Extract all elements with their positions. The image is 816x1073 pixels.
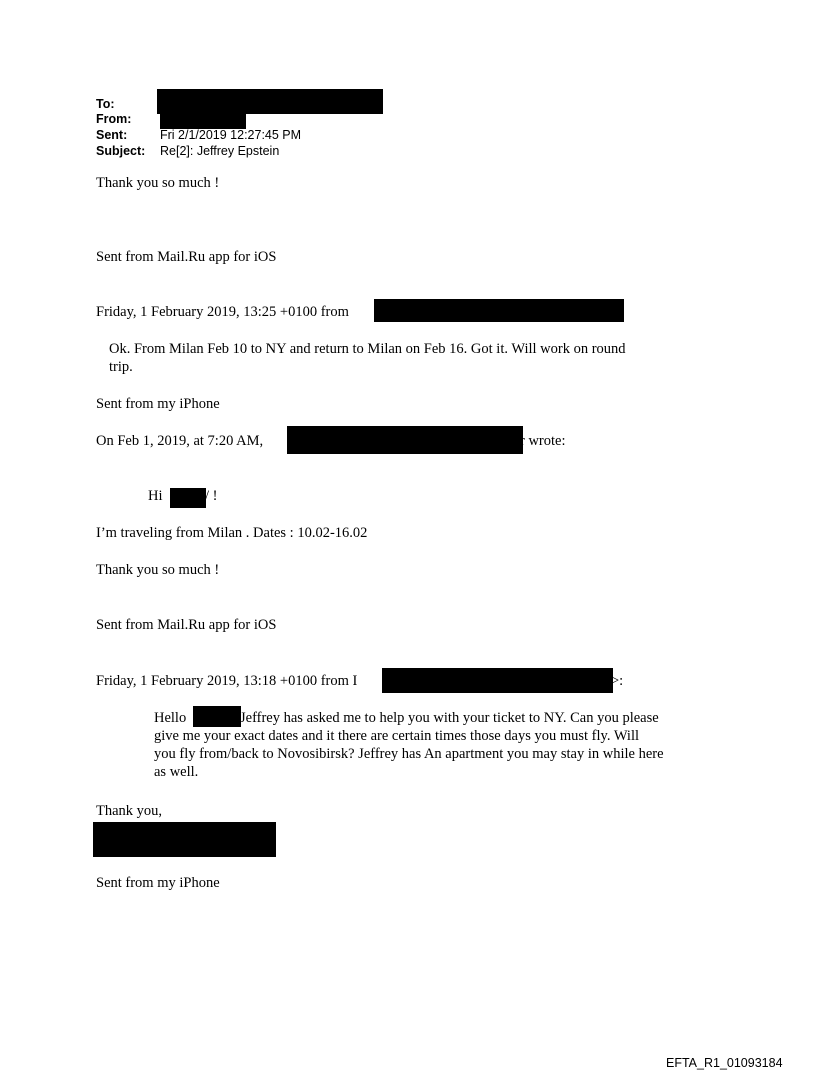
thank-you-comma: Thank you, [96, 803, 163, 819]
iphone-signature-2: Sent from my iPhone [96, 875, 220, 891]
sent-label: Sent: [96, 128, 128, 142]
hi-suffix: / ! [205, 488, 218, 504]
redaction-hello-name [193, 706, 241, 727]
subject-value: Re[2]: Jeffrey Epstein [160, 144, 280, 158]
redaction-signature-name [93, 822, 276, 857]
quote1-text-line2: trip. [109, 359, 133, 375]
hello-line-2: give me your exact dates and it there are certain times those days you must fly. Will [154, 728, 640, 744]
redaction-quote1-sender [374, 299, 624, 322]
to-label: To: [96, 97, 115, 111]
redaction-hi-name [170, 488, 206, 508]
mailru-signature: Sent from Mail.Ru app for iOS [96, 249, 277, 265]
quote1-header: Friday, 1 February 2019, 13:25 +0100 from [96, 304, 349, 320]
bates-number: EFTA_R1_01093184 [666, 1056, 783, 1070]
quote2-header-suffix: >: [611, 673, 624, 689]
redaction-quote2-sender [382, 668, 613, 693]
redaction-from [160, 113, 246, 129]
hello-line-4: as well. [154, 764, 199, 780]
iphone-signature-1: Sent from my iPhone [96, 396, 220, 412]
redaction-to [157, 89, 383, 114]
quote1-text-line1: Ok. From Milan Feb 10 to NY and return to Milan on Feb 16. Got it. Will work on round [109, 341, 626, 357]
on-date-suffix: r wrote: [520, 433, 566, 449]
quote2-header-prefix: Friday, 1 February 2019, 13:18 +0100 from I [96, 673, 358, 689]
hello-prefix: Hello [154, 710, 187, 726]
from-label: From: [96, 112, 132, 126]
subject-label: Subject: [96, 144, 146, 158]
sent-value: Fri 2/1/2019 12:27:45 PM [160, 128, 302, 142]
hi-prefix: Hi [148, 488, 163, 504]
redaction-on-date-sender [287, 426, 523, 454]
on-date-prefix: On Feb 1, 2019, at 7:20 AM, [96, 433, 264, 449]
thank-you-line-2: Thank you so much ! [96, 562, 220, 578]
hello-line-3: you fly from/back to Novosibirsk? Jeffrey has An apartment you may stay in while here [154, 746, 664, 762]
hello-line-1: Jeffrey has asked me to help you with your ticket to NY. Can you please [240, 710, 659, 726]
thank-you-line: Thank you so much ! [96, 175, 220, 191]
mailru-signature-2: Sent from Mail.Ru app for iOS [96, 617, 277, 633]
traveling-line: I’m traveling from Milan . Dates : 10.02-16.02 [96, 525, 368, 541]
